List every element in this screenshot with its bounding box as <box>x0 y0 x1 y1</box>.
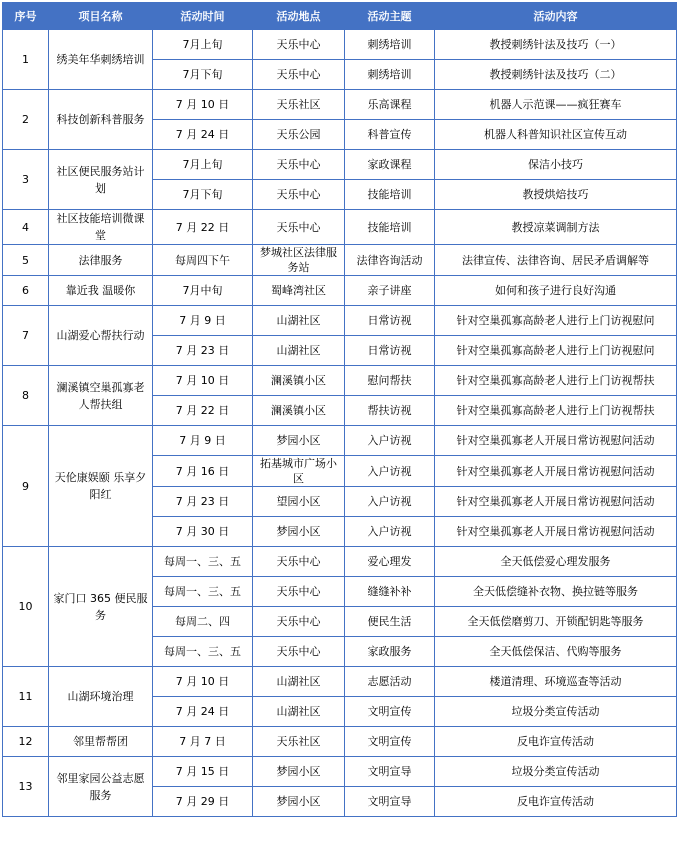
activity-content: 全天低偿缝补衣物、换拉链等服务 <box>435 577 677 607</box>
activity-time: 7 月 24 日 <box>153 697 253 727</box>
activity-place: 天乐社区 <box>253 727 345 757</box>
table-row <box>3 426 677 456</box>
activity-time: 7 月 10 日 <box>153 366 253 396</box>
project-name: 山湖环境治理 <box>49 667 153 727</box>
project-index: 2 <box>3 90 49 150</box>
activity-place: 望园小区 <box>253 487 345 517</box>
activity-time: 每周四下午 <box>153 245 253 276</box>
project-index: 3 <box>3 150 49 210</box>
activity-theme: 刺绣培训 <box>345 30 435 60</box>
table-row <box>3 366 677 396</box>
activity-place: 梦园小区 <box>253 787 345 817</box>
project-name: 邻里家园公益志愿服务 <box>49 757 153 817</box>
activity-time: 7 月 9 日 <box>153 426 253 456</box>
header-project-name: 项目名称 <box>49 3 153 30</box>
activity-theme: 家政课程 <box>345 150 435 180</box>
project-index: 1 <box>3 30 49 90</box>
activity-content: 全天低偿保洁、代购等服务 <box>435 637 677 667</box>
activity-theme: 法律咨询活动 <box>345 245 435 276</box>
project-index: 9 <box>3 426 49 547</box>
activity-place: 山湖社区 <box>253 306 345 336</box>
project-index: 7 <box>3 306 49 366</box>
activity-time: 每周一、三、五 <box>153 577 253 607</box>
activity-theme: 文明宣导 <box>345 787 435 817</box>
activity-theme: 亲子讲座 <box>345 276 435 306</box>
activity-theme: 入户访视 <box>345 426 435 456</box>
activity-content: 机器人示范课——疯狂赛车 <box>435 90 677 120</box>
activity-time: 每周二、四 <box>153 607 253 637</box>
activity-theme: 慰问帮扶 <box>345 366 435 396</box>
activity-theme: 文明宣导 <box>345 757 435 787</box>
activity-content: 教授凉菜调制方法 <box>435 210 677 245</box>
activity-theme: 入户访视 <box>345 487 435 517</box>
header-activity-place: 活动地点 <box>253 3 345 30</box>
activity-theme: 便民生活 <box>345 607 435 637</box>
table-body <box>3 30 677 817</box>
activity-time: 7 月 9 日 <box>153 306 253 336</box>
activity-content: 教授刺绣针法及技巧（二） <box>435 60 677 90</box>
project-name: 社区技能培训微课堂 <box>49 210 153 245</box>
activity-place: 天乐中心 <box>253 60 345 90</box>
table-header-row <box>3 3 677 30</box>
activity-time: 7 月 29 日 <box>153 787 253 817</box>
activity-content: 针对空巢孤寡老人开展日常访视慰问活动 <box>435 487 677 517</box>
activity-content: 全天低偿磨剪刀、开锁配钥匙等服务 <box>435 607 677 637</box>
activity-theme: 日常访视 <box>345 336 435 366</box>
activity-place: 天乐社区 <box>253 90 345 120</box>
activity-content: 法律宣传、法律咨询、居民矛盾调解等 <box>435 245 677 276</box>
activity-time: 7月上旬 <box>153 150 253 180</box>
activity-theme: 入户访视 <box>345 517 435 547</box>
activity-time: 7月下旬 <box>153 180 253 210</box>
activity-place: 天乐中心 <box>253 607 345 637</box>
activity-place: 山湖社区 <box>253 697 345 727</box>
activity-place: 梦城社区法律服务站 <box>253 245 345 276</box>
activity-place: 天乐中心 <box>253 577 345 607</box>
activity-time: 7 月 16 日 <box>153 456 253 487</box>
table-row <box>3 210 677 245</box>
table-row <box>3 727 677 757</box>
activity-content: 保洁小技巧 <box>435 150 677 180</box>
table-row <box>3 150 677 180</box>
project-index: 10 <box>3 547 49 667</box>
activity-theme: 日常访视 <box>345 306 435 336</box>
activity-table <box>2 2 677 817</box>
activity-time: 7 月 10 日 <box>153 667 253 697</box>
header-activity-theme: 活动主题 <box>345 3 435 30</box>
activity-theme: 科普宣传 <box>345 120 435 150</box>
activity-content: 针对空巢孤寡老人开展日常访视慰问活动 <box>435 517 677 547</box>
activity-time: 每周一、三、五 <box>153 547 253 577</box>
project-name: 邻里帮帮团 <box>49 727 153 757</box>
header-index: 序号 <box>3 3 49 30</box>
activity-theme: 入户访视 <box>345 456 435 487</box>
activity-time: 7月中旬 <box>153 276 253 306</box>
activity-place: 天乐中心 <box>253 210 345 245</box>
table-row <box>3 306 677 336</box>
activity-content: 针对空巢孤寡高龄老人进行上门访视帮扶 <box>435 366 677 396</box>
project-index: 5 <box>3 245 49 276</box>
activity-place: 梦园小区 <box>253 757 345 787</box>
activity-place: 天乐公园 <box>253 120 345 150</box>
project-name: 天伦康娱颐 乐享夕阳红 <box>49 426 153 547</box>
table-row <box>3 90 677 120</box>
activity-time: 7 月 24 日 <box>153 120 253 150</box>
activity-time: 每周一、三、五 <box>153 637 253 667</box>
project-index: 8 <box>3 366 49 426</box>
project-name: 山湖爱心帮扶行动 <box>49 306 153 366</box>
activity-content: 机器人科普知识社区宣传互动 <box>435 120 677 150</box>
project-index: 13 <box>3 757 49 817</box>
activity-time: 7 月 22 日 <box>153 396 253 426</box>
table-row <box>3 245 677 276</box>
activity-place: 蜀峰湾社区 <box>253 276 345 306</box>
activity-place: 拓基城市广场小区 <box>253 456 345 487</box>
activity-theme: 乐高课程 <box>345 90 435 120</box>
activity-content: 针对空巢孤寡高龄老人进行上门访视慰问 <box>435 306 677 336</box>
activity-place: 山湖社区 <box>253 667 345 697</box>
activity-theme: 技能培训 <box>345 180 435 210</box>
activity-content: 针对空巢孤寡老人开展日常访视慰问活动 <box>435 426 677 456</box>
activity-theme: 家政服务 <box>345 637 435 667</box>
table-row <box>3 667 677 697</box>
table-row <box>3 757 677 787</box>
activity-content: 反电诈宣传活动 <box>435 787 677 817</box>
activity-theme: 技能培训 <box>345 210 435 245</box>
activity-place: 天乐中心 <box>253 180 345 210</box>
table-row <box>3 547 677 577</box>
header-activity-content: 活动内容 <box>435 3 677 30</box>
activity-theme: 文明宣传 <box>345 697 435 727</box>
activity-place: 山湖社区 <box>253 336 345 366</box>
activity-theme: 爱心理发 <box>345 547 435 577</box>
activity-time: 7 月 23 日 <box>153 487 253 517</box>
activity-place: 澜溪镇小区 <box>253 396 345 426</box>
project-index: 6 <box>3 276 49 306</box>
activity-content: 垃圾分类宣传活动 <box>435 757 677 787</box>
activity-place: 天乐中心 <box>253 150 345 180</box>
activity-place: 天乐中心 <box>253 30 345 60</box>
project-name: 家门口 365 便民服务 <box>49 547 153 667</box>
activity-time: 7 月 7 日 <box>153 727 253 757</box>
activity-time: 7 月 10 日 <box>153 90 253 120</box>
activity-time: 7 月 15 日 <box>153 757 253 787</box>
activity-content: 针对空巢孤寡高龄老人进行上门访视帮扶 <box>435 396 677 426</box>
activity-content: 全天低偿爱心理发服务 <box>435 547 677 577</box>
activity-content: 教授烘焙技巧 <box>435 180 677 210</box>
activity-time: 7月上旬 <box>153 30 253 60</box>
activity-place: 梦园小区 <box>253 426 345 456</box>
table-row <box>3 30 677 60</box>
table-row <box>3 276 677 306</box>
activity-time: 7 月 23 日 <box>153 336 253 366</box>
activity-content: 针对空巢孤寡老人开展日常访视慰问活动 <box>435 456 677 487</box>
project-name: 社区便民服务站计划 <box>49 150 153 210</box>
activity-content: 反电诈宣传活动 <box>435 727 677 757</box>
activity-theme: 文明宣传 <box>345 727 435 757</box>
activity-content: 教授刺绣针法及技巧（一） <box>435 30 677 60</box>
project-index: 11 <box>3 667 49 727</box>
activity-time: 7 月 30 日 <box>153 517 253 547</box>
project-name: 靠近我 温暖你 <box>49 276 153 306</box>
activity-place: 天乐中心 <box>253 637 345 667</box>
activity-time: 7月下旬 <box>153 60 253 90</box>
project-name: 法律服务 <box>49 245 153 276</box>
project-index: 12 <box>3 727 49 757</box>
activity-place: 天乐中心 <box>253 547 345 577</box>
activity-content: 垃圾分类宣传活动 <box>435 697 677 727</box>
project-name: 澜溪镇空巢孤寡老人帮扶组 <box>49 366 153 426</box>
activity-schedule <box>2 2 677 817</box>
activity-content: 楼道清理、环境巡查等活动 <box>435 667 677 697</box>
project-name: 绣美年华刺绣培训 <box>49 30 153 90</box>
activity-time: 7 月 22 日 <box>153 210 253 245</box>
activity-place: 梦园小区 <box>253 517 345 547</box>
project-index: 4 <box>3 210 49 245</box>
project-name: 科技创新科普服务 <box>49 90 153 150</box>
header-activity-time: 活动时间 <box>153 3 253 30</box>
activity-content: 针对空巢孤寡高龄老人进行上门访视慰问 <box>435 336 677 366</box>
activity-theme: 志愿活动 <box>345 667 435 697</box>
activity-theme: 刺绣培训 <box>345 60 435 90</box>
activity-content: 如何和孩子进行良好沟通 <box>435 276 677 306</box>
activity-theme: 缝缝补补 <box>345 577 435 607</box>
activity-theme: 帮扶访视 <box>345 396 435 426</box>
activity-place: 澜溪镇小区 <box>253 366 345 396</box>
